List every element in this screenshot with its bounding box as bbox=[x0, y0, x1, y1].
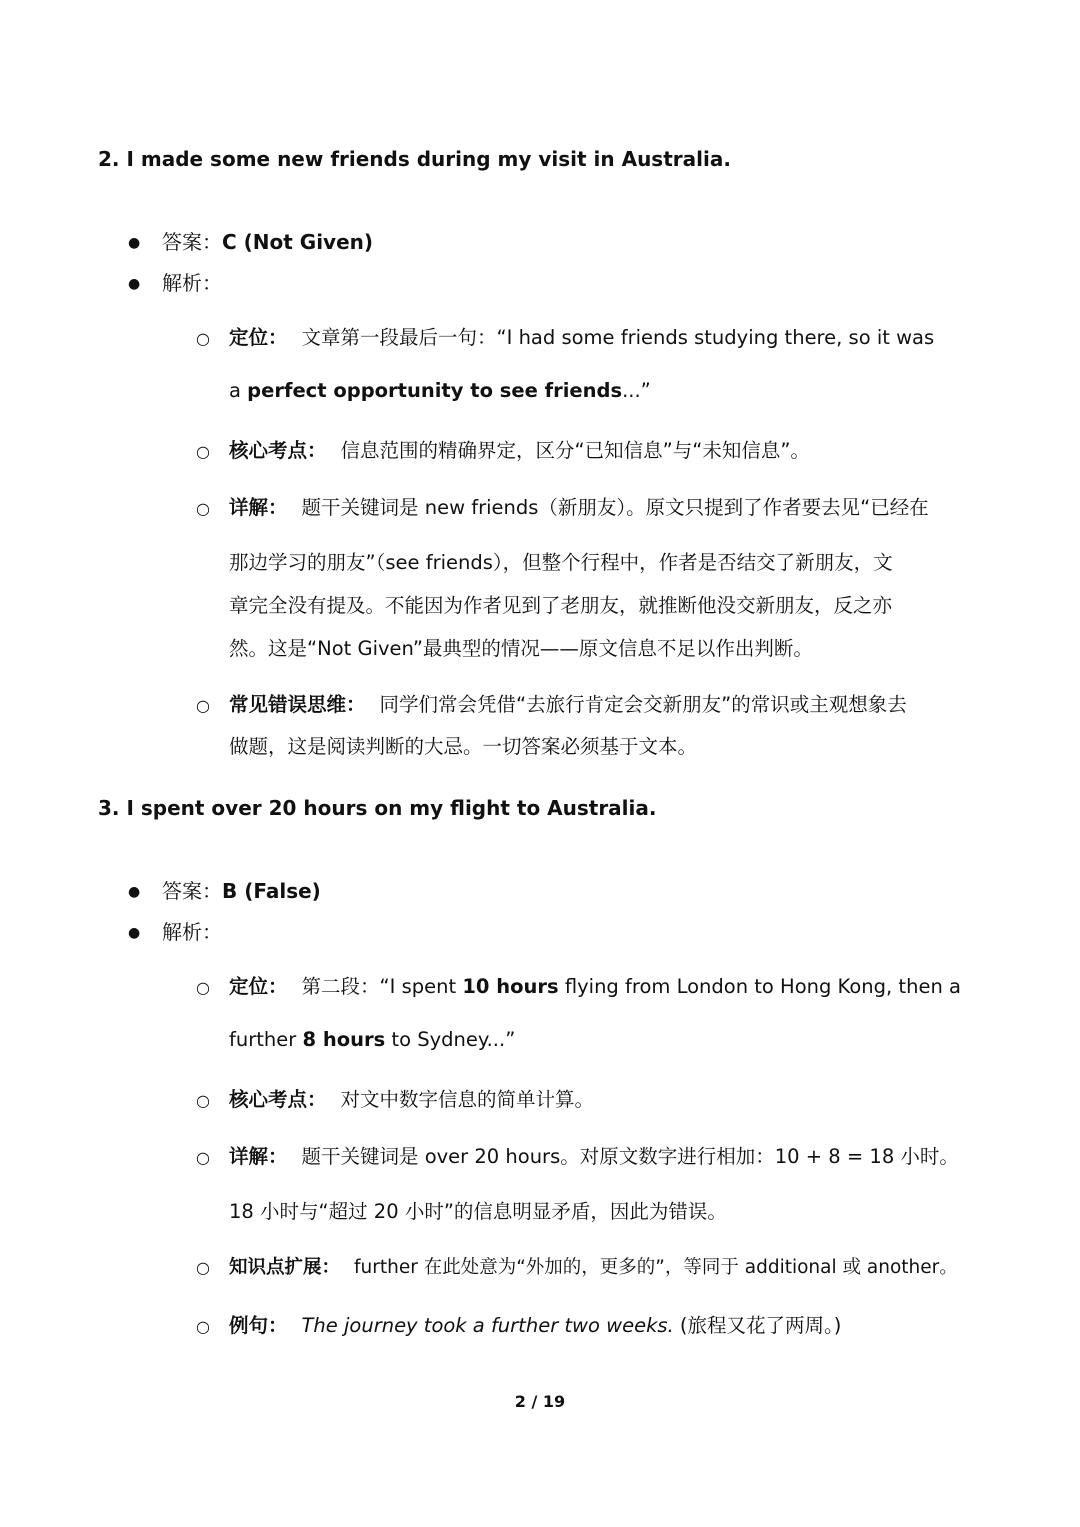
core-label: 核心考点： bbox=[229, 439, 327, 462]
answer-value: C (Not Given) bbox=[222, 230, 374, 254]
answer-value: B (False) bbox=[222, 879, 321, 903]
detail-item bbox=[196, 1141, 959, 1169]
example-sentence: The journey took a further two weeks. bbox=[301, 1314, 674, 1337]
locate-continuation bbox=[229, 1028, 515, 1051]
extension-label: 知识点扩展： bbox=[229, 1257, 341, 1278]
locate-cont-post: to Sydney...” bbox=[385, 1028, 516, 1051]
locate-label: 定位： bbox=[229, 326, 288, 349]
core-text: 对文中数字信息的简单计算。 bbox=[340, 1088, 595, 1111]
example-label: 例句： bbox=[229, 1314, 288, 1337]
locate-cont-post: ...” bbox=[622, 379, 651, 402]
bullet-icon: ● bbox=[128, 884, 141, 900]
circle-bullet-icon: ○ bbox=[196, 499, 210, 518]
circle-bullet-icon: ○ bbox=[196, 696, 210, 715]
locate-cont-pre: further bbox=[229, 1028, 303, 1051]
core-text: 信息范围的精确界定，区分“已知信息”与“未知信息”。 bbox=[340, 439, 810, 462]
bullet-icon: ● bbox=[128, 925, 141, 941]
answer-item bbox=[128, 875, 321, 904]
circle-bullet-icon: ○ bbox=[196, 442, 210, 461]
locate-text: 第二段：“I spent bbox=[301, 975, 463, 998]
answer-item bbox=[128, 226, 373, 255]
circle-bullet-icon: ○ bbox=[196, 329, 210, 348]
detail-item bbox=[196, 492, 929, 520]
locate-item bbox=[196, 971, 961, 999]
locate-cont-pre: a bbox=[229, 379, 248, 402]
locate-label: 定位： bbox=[229, 975, 288, 998]
circle-bullet-icon: ○ bbox=[196, 1317, 210, 1336]
analysis-label: 解析： bbox=[162, 271, 222, 295]
mistake-line-2: 做题，这是阅读判断的大忌。一切答案必须基于文本。 bbox=[229, 735, 698, 758]
detail-text: 题干关键词是 new friends（新朋友）。原文只提到了作者要去见“已经在 bbox=[301, 496, 929, 519]
question-3-title: 3. I spent over 20 hours on my flight to Australia. bbox=[98, 796, 657, 820]
answer-label: 答案： bbox=[162, 879, 222, 903]
example-translation: (旅程又花了两周。) bbox=[673, 1314, 842, 1337]
detail-text: 题干关键词是 over 20 hours。对原文数字进行相加：10 + 8 = 18 小时。 bbox=[301, 1145, 959, 1168]
analysis-item bbox=[128, 267, 222, 296]
example-item bbox=[196, 1310, 841, 1338]
locate-continuation bbox=[229, 379, 651, 402]
page-number: 2 / 19 bbox=[514, 1392, 566, 1411]
locate-cont-bold: perfect opportunity to see friends bbox=[247, 379, 623, 402]
extension-text: further 在此处意为“外加的，更多的”，等同于 additional 或 another。 bbox=[354, 1257, 958, 1278]
circle-bullet-icon: ○ bbox=[196, 1258, 210, 1277]
core-item bbox=[196, 1084, 594, 1112]
mistake-item bbox=[196, 689, 907, 717]
circle-bullet-icon: ○ bbox=[196, 1148, 210, 1167]
locate-text-rest: flying from London to Hong Kong, then a bbox=[558, 975, 961, 998]
question-2-title: 2. I made some new friends during my visit in Australia. bbox=[98, 147, 731, 171]
detail-line-4: 然。这是“Not Given”最典型的情况——原文信息不足以作出判断。 bbox=[229, 637, 813, 660]
bullet-icon: ● bbox=[128, 276, 141, 292]
answer-label: 答案： bbox=[162, 230, 222, 254]
mistake-label: 常见错误思维： bbox=[229, 693, 366, 716]
analysis-label: 解析： bbox=[162, 920, 222, 944]
core-label: 核心考点： bbox=[229, 1088, 327, 1111]
circle-bullet-icon: ○ bbox=[196, 978, 210, 997]
detail-line-3: 章完全没有提及。不能因为作者见到了老朋友，就推断他没交新朋友，反之亦 bbox=[229, 594, 893, 617]
detail-label: 详解： bbox=[229, 1145, 288, 1168]
mistake-text: 同学们常会凭借“去旅行肯定会交新朋友”的常识或主观想象去 bbox=[379, 693, 907, 716]
locate-text: 文章第一段最后一句：“I had some friends studying there, so it was bbox=[301, 326, 935, 349]
bullet-icon: ● bbox=[128, 235, 141, 251]
detail-label: 详解： bbox=[229, 496, 288, 519]
locate-bold: 10 hours bbox=[462, 975, 559, 998]
detail-line-2: 18 小时与“超过 20 小时”的信息明显矛盾，因此为错误。 bbox=[229, 1200, 727, 1223]
analysis-item bbox=[128, 916, 222, 945]
extension-item bbox=[196, 1253, 958, 1279]
circle-bullet-icon: ○ bbox=[196, 1091, 210, 1110]
locate-cont-bold: 8 hours bbox=[302, 1028, 386, 1051]
core-item bbox=[196, 435, 810, 463]
detail-line-2: 那边学习的朋友”（see friends），但整个行程中，作者是否结交了新朋友，文 bbox=[229, 551, 893, 574]
locate-item bbox=[196, 322, 934, 350]
